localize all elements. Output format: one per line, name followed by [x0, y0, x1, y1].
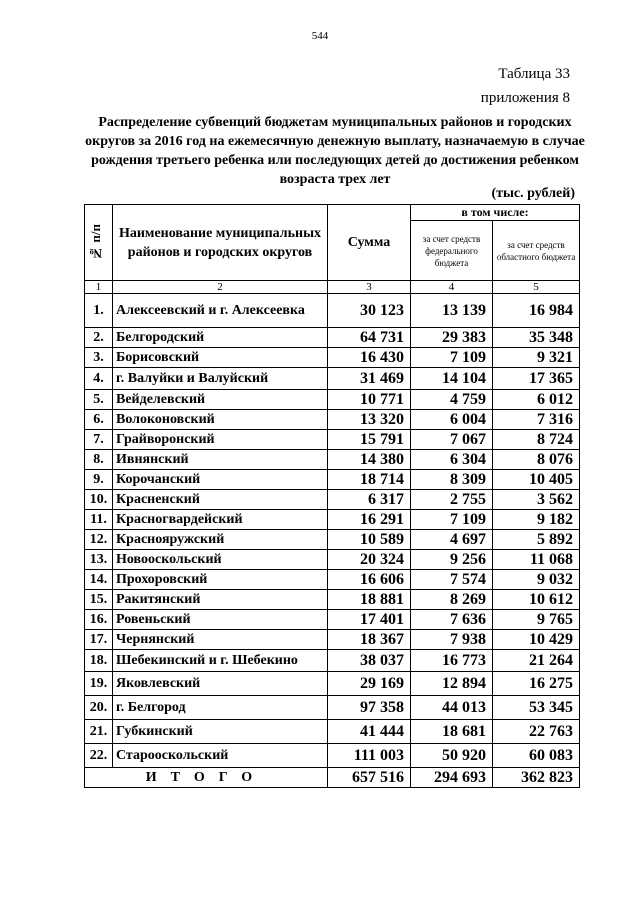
sum-value: 20 324 — [328, 550, 411, 570]
table-row — [85, 490, 580, 510]
header-name: Наименование муниципальных районов и городских округов — [113, 205, 328, 281]
district-name: Новооскольский — [113, 550, 328, 570]
federal-value: 7 109 — [411, 348, 493, 368]
regional-value: 3 562 — [493, 490, 580, 510]
sum-value: 38 037 — [328, 650, 411, 672]
table-label-block — [481, 62, 570, 110]
federal-value: 13 139 — [411, 294, 493, 328]
federal-value: 7 067 — [411, 430, 493, 450]
table-row — [85, 696, 580, 720]
regional-value: 8 076 — [493, 450, 580, 470]
sum-value: 14 380 — [328, 450, 411, 470]
table-row — [85, 328, 580, 348]
district-name: Прохоровский — [113, 570, 328, 590]
regional-value: 10 429 — [493, 630, 580, 650]
sum-value: 18 714 — [328, 470, 411, 490]
row-number: 11. — [85, 510, 113, 530]
district-name: Яковлевский — [113, 672, 328, 696]
column-number: 4 — [411, 281, 493, 294]
federal-value: 14 104 — [411, 368, 493, 390]
row-number: 13. — [85, 550, 113, 570]
district-name: Красногвардейский — [113, 510, 328, 530]
federal-value: 2 755 — [411, 490, 493, 510]
page-number: 544 — [311, 30, 329, 42]
regional-value: 60 083 — [493, 744, 580, 768]
total-regional: 362 823 — [493, 768, 580, 788]
table-label: Таблица 33 — [498, 66, 570, 82]
subventions-table — [84, 204, 580, 788]
row-number: 12. — [85, 530, 113, 550]
sum-value: 16 606 — [328, 570, 411, 590]
regional-value: 53 345 — [493, 696, 580, 720]
table-row — [85, 720, 580, 744]
federal-value: 12 894 — [411, 672, 493, 696]
regional-value: 7 316 — [493, 410, 580, 430]
district-name: Корочанский — [113, 470, 328, 490]
federal-value: 6 304 — [411, 450, 493, 470]
federal-value: 50 920 — [411, 744, 493, 768]
row-number: 14. — [85, 570, 113, 590]
regional-value: 16 984 — [493, 294, 580, 328]
table-row — [85, 470, 580, 490]
district-name: Ракитянский — [113, 590, 328, 610]
header-sum: Сумма — [328, 205, 411, 281]
document-title: Распределение субвенций бюджетам муниципальных районов и городских округов за 2016 год на ежемесячную денежную выплату, назначаемую в случае рождения третьего ребенка или последующих детей до достижения ребенком возраста трех лет — [85, 115, 585, 187]
district-name: Волоконовский — [113, 410, 328, 430]
row-number: 9. — [85, 470, 113, 490]
row-number: 19. — [85, 672, 113, 696]
table-row — [85, 550, 580, 570]
table-row — [85, 672, 580, 696]
column-numbers-row — [85, 281, 580, 294]
table-row — [85, 510, 580, 530]
table-row — [85, 570, 580, 590]
table-row — [85, 430, 580, 450]
district-name: г. Валуйки и Валуйский — [113, 368, 328, 390]
district-name: Ивнянский — [113, 450, 328, 470]
table-row — [85, 390, 580, 410]
federal-value: 8 269 — [411, 590, 493, 610]
table-row — [85, 590, 580, 610]
appendix-label: приложения 8 — [480, 90, 570, 106]
column-number: 1 — [85, 281, 113, 294]
federal-value: 8 309 — [411, 470, 493, 490]
district-name: Красненский — [113, 490, 328, 510]
regional-value: 11 068 — [493, 550, 580, 570]
header-including: в том числе: — [411, 205, 580, 221]
sum-value: 18 881 — [328, 590, 411, 610]
sum-value: 6 317 — [328, 490, 411, 510]
federal-value: 6 004 — [411, 410, 493, 430]
district-name: Грайворонский — [113, 430, 328, 450]
table-row — [85, 368, 580, 390]
table-row — [85, 348, 580, 368]
row-number: 6. — [85, 410, 113, 430]
sum-value: 10 771 — [328, 390, 411, 410]
district-name: Чернянский — [113, 630, 328, 650]
regional-value: 17 365 — [493, 368, 580, 390]
sum-value: 41 444 — [328, 720, 411, 744]
row-number: 22. — [85, 744, 113, 768]
table-row — [85, 530, 580, 550]
table-row — [85, 650, 580, 672]
sum-value: 64 731 — [328, 328, 411, 348]
header-num-cell — [85, 205, 113, 281]
row-number: 15. — [85, 590, 113, 610]
row-number: 5. — [85, 390, 113, 410]
district-name: Шебекинский и г. Шебекино — [113, 650, 328, 672]
regional-value: 9 765 — [493, 610, 580, 630]
sum-value: 30 123 — [328, 294, 411, 328]
regional-value: 5 892 — [493, 530, 580, 550]
federal-value: 7 109 — [411, 510, 493, 530]
sum-value: 31 469 — [328, 368, 411, 390]
total-federal: 294 693 — [411, 768, 493, 788]
regional-value: 6 012 — [493, 390, 580, 410]
district-name: Алексеевский и г. Алексеевка — [113, 294, 328, 328]
regional-value: 16 275 — [493, 672, 580, 696]
total-sum: 657 516 — [328, 768, 411, 788]
row-number: 1. — [85, 294, 113, 328]
row-number: 20. — [85, 696, 113, 720]
table-body — [85, 294, 580, 768]
federal-value: 16 773 — [411, 650, 493, 672]
sum-value: 18 367 — [328, 630, 411, 650]
regional-value: 35 348 — [493, 328, 580, 348]
federal-value: 4 697 — [411, 530, 493, 550]
header-num: № п/п — [88, 224, 103, 261]
district-name: Ровеньский — [113, 610, 328, 630]
sum-value: 16 430 — [328, 348, 411, 368]
table-row — [85, 744, 580, 768]
table-row — [85, 630, 580, 650]
sum-value: 15 791 — [328, 430, 411, 450]
sum-value: 111 003 — [328, 744, 411, 768]
regional-value: 8 724 — [493, 430, 580, 450]
regional-value: 10 405 — [493, 470, 580, 490]
row-number: 21. — [85, 720, 113, 744]
district-name: Старооскольский — [113, 744, 328, 768]
column-number: 5 — [493, 281, 580, 294]
column-number: 2 — [113, 281, 328, 294]
district-name: Белгородский — [113, 328, 328, 348]
row-number: 4. — [85, 368, 113, 390]
regional-value: 9 032 — [493, 570, 580, 590]
federal-value: 7 574 — [411, 570, 493, 590]
federal-value: 44 013 — [411, 696, 493, 720]
total-label: ИТОГО — [85, 768, 328, 788]
row-number: 10. — [85, 490, 113, 510]
row-number: 2. — [85, 328, 113, 348]
district-name: Вейделевский — [113, 390, 328, 410]
regional-value: 9 182 — [493, 510, 580, 530]
row-number: 3. — [85, 348, 113, 368]
sum-value: 16 291 — [328, 510, 411, 530]
table-row — [85, 294, 580, 328]
federal-value: 7 938 — [411, 630, 493, 650]
federal-value: 4 759 — [411, 390, 493, 410]
district-name: Губкинский — [113, 720, 328, 744]
row-number: 18. — [85, 650, 113, 672]
row-number: 8. — [85, 450, 113, 470]
header-federal: за счет средств федерального бюджета — [411, 221, 493, 281]
federal-value: 9 256 — [411, 550, 493, 570]
regional-value: 22 763 — [493, 720, 580, 744]
federal-value: 29 383 — [411, 328, 493, 348]
row-number: 17. — [85, 630, 113, 650]
sum-value: 97 358 — [328, 696, 411, 720]
district-name: Борисовский — [113, 348, 328, 368]
units-label: (тыс. рублей) — [491, 186, 575, 201]
regional-value: 9 321 — [493, 348, 580, 368]
column-number: 3 — [328, 281, 411, 294]
row-number: 7. — [85, 430, 113, 450]
sum-value: 10 589 — [328, 530, 411, 550]
table-row — [85, 450, 580, 470]
header-regional: за счет средств областного бюджета — [493, 221, 580, 281]
federal-value: 18 681 — [411, 720, 493, 744]
district-name: г. Белгород — [113, 696, 328, 720]
table-row — [85, 610, 580, 630]
regional-value: 21 264 — [493, 650, 580, 672]
sum-value: 17 401 — [328, 610, 411, 630]
regional-value: 10 612 — [493, 590, 580, 610]
sum-value: 13 320 — [328, 410, 411, 430]
table-row — [85, 410, 580, 430]
federal-value: 7 636 — [411, 610, 493, 630]
district-name: Краснояружский — [113, 530, 328, 550]
row-number: 16. — [85, 610, 113, 630]
total-row — [85, 768, 580, 788]
sum-value: 29 169 — [328, 672, 411, 696]
